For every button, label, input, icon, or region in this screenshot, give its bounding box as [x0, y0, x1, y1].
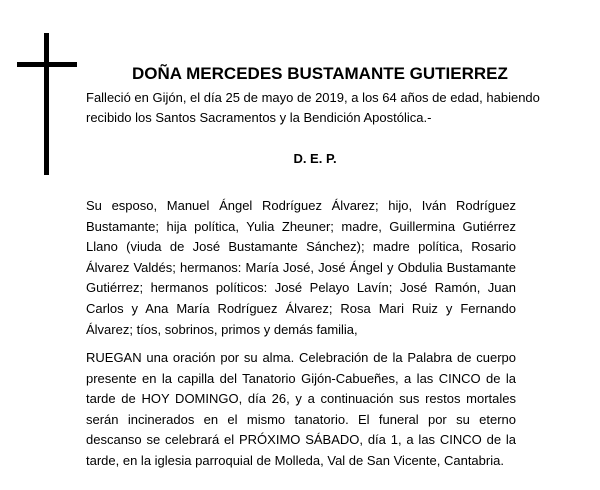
cross-horizontal-bar — [17, 62, 77, 67]
death-notice-intro: Falleció en Gijón, el día 25 de mayo de 2019, a los 64 años de edad, habiendo recibido los Santos Sacramentos y la Bendición Apostólica.- — [86, 90, 540, 125]
ceremony-details-paragraph: RUEGAN una oración por su alma. Celebración de la Palabra de cuerpo presente en la capilla del Tanatorio Gijón-Cabueñes, a las CINCO de la tarde de HOY DOMINGO, día 26, y a continuación sus restos mortales serán incinerados en el mismo tanatorio. El funeral por su eterno descanso se celebrará el PRÓXIMO SÁBADO, día 1, a las CINCO de la tarde, en la iglesia parroquial de Molleda, Val de San Vicente, Cantabria. — [86, 350, 516, 468]
dep-heading: D. E. P. — [293, 151, 337, 166]
family-list-paragraph: Su esposo, Manuel Ángel Rodríguez Álvarez; hijo, Iván Rodríguez Bustamante; hija política, Yulia Zheuner; madre, Guillermina Gutiérrez Llano (viuda de José Bustamante Sánchez); madre política, Rosario Álvarez Valdés; hermanos: María José, José Ángel y Obdulia Bustamante Gutiérrez; hermanos políticos: José Pelayo Lavín; José Ramón, Juan Carlos y Ana María Rodríguez Álvarez; Rosa Mari Ruiz y Fernando Álvarez; tíos, sobrinos, primos y demás familia, — [86, 198, 516, 337]
deceased-name: DOÑA MERCEDES BUSTAMANTE GUTIERREZ — [132, 64, 508, 83]
